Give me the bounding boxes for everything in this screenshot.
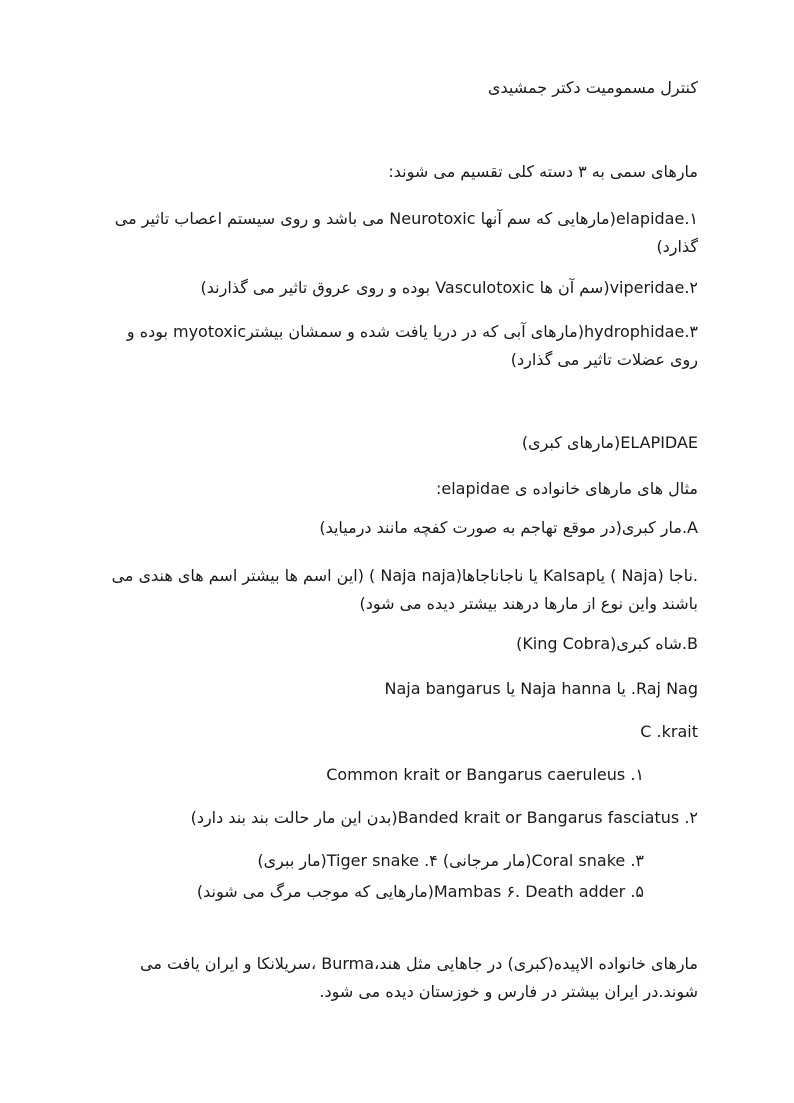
category-elapidae: ۱.elapidae(مارهایی که سم آنها Neurotoxic می باشد و روی سیستم اعصاب تاثیر می گذارد) <box>114 209 698 256</box>
naja-note: .ناجا (Naja ) یاKalsap یا ناجاناجاها(Naja naja ) (این اسم ها بیشتر اسم های هندی می باشند واین نوع از مارها درهند بیشتر دیده می شود) <box>111 566 698 613</box>
intro-line: مارهای سمی به ۳ دسته کلی تقسیم می شوند: <box>388 162 698 181</box>
document-title: کنترل مسمومیت دکتر جمشیدی <box>487 78 698 97</box>
item-a-cobra: A.مار کبری(در موقع تهاجم به صورت کفچه مانند درمیاید) <box>319 518 698 537</box>
raj-nag-line: Raj Nag. یا Naja hanna یا Naja bangarus <box>384 679 698 698</box>
item-b-king-cobra: B.شاه کبری(King Cobra) <box>516 634 698 653</box>
krait-species-5: ۵. Mambas ۶. Death adder(مارهایی که موجب مرگ می شوند) <box>196 882 644 901</box>
krait-species-3: ۳. Coral snake(مار مرجانی) ۴. Tiger snake(مار ببری) <box>257 851 644 870</box>
item-c-krait: C .krait <box>640 722 698 741</box>
examples-intro: مثال های مارهای خانواده ی elapidae: <box>435 479 698 498</box>
elapidae-heading: ELAPIDAE(مارهای کبری) <box>521 433 698 452</box>
category-viperidae: ۲.viperidae(سم آن ها Vasculotoxic بوده و روی عروق تاثیر می گذارند) <box>200 278 698 297</box>
family-distribution-note: مارهای خانواده الاپیده(کبری) در جاهایی مثل هند،Burma ،سریلانکا و ایران یافت می شوند.در ایران بیشتر در فارس و خوزستان دیده می شود. <box>140 954 698 1001</box>
krait-species-1: ۱. Common krait or Bangarus caeruleus <box>326 765 644 784</box>
krait-species-2: ۲. Banded krait or Bangarus fasciatus(بدن این مار حالت بند بند دارد) <box>190 808 698 827</box>
category-hydrophidae: ۳.hydrophidae(مارهای آبی که در دریا یافت شده و سمشان بیشترmyotoxic بوده و روی عضلات تاثیر می گذارد) <box>126 322 698 369</box>
